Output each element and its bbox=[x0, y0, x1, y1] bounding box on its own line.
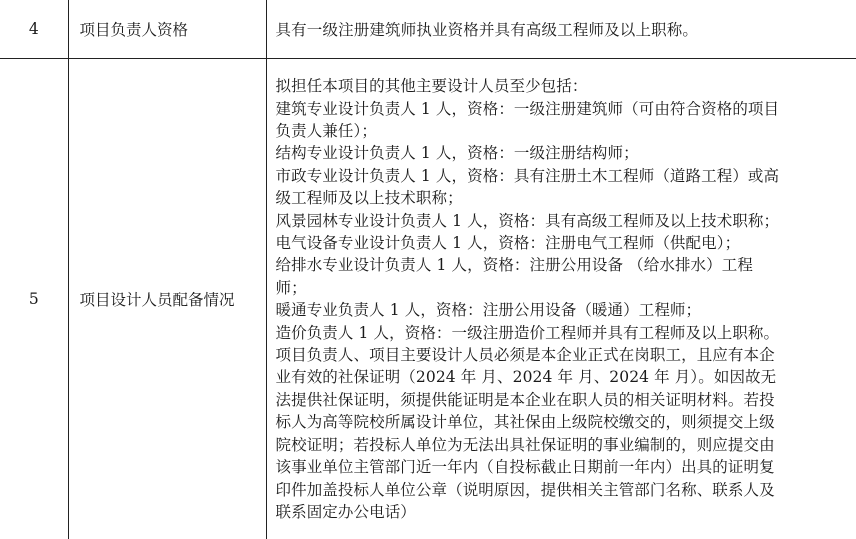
requirement-line: 市政专业设计负责人 1 人，资格：具有注册土木工程师（道路工程）或高 bbox=[275, 166, 780, 185]
requirement-line: 法提供社保证明，须提供能证明是本企业在职人员的相关证明材料。若投 bbox=[275, 390, 775, 409]
requirement-line: 业有效的社保证明（2024 年 月、2024 年 月、2024 年 月）。如因故无 bbox=[275, 368, 777, 387]
requirement-line: 项目负责人、项目主要设计人员必须是本企业正式在岗职工，且应有本企 bbox=[275, 346, 775, 365]
requirement-line: 联系固定办公电话） bbox=[275, 502, 416, 521]
requirement-line: 该事业单位主管部门近一年内（自投标截止日期前一年内）出具的证明复 bbox=[275, 458, 775, 477]
requirement-line: 负责人兼任）； bbox=[275, 122, 377, 140]
table-row bbox=[0, 0, 856, 58]
requirement-lines bbox=[276, 74, 851, 523]
row-number: 5 bbox=[0, 58, 68, 539]
requirement-line: 印件加盖投标人单位公章（说明原因，提供相关主管部门名称、联系人及 bbox=[275, 480, 775, 499]
row-number: 4 bbox=[0, 0, 68, 58]
requirement-line: 风景园林专业设计负责人 1 人，资格：具有高级工程师及以上技术职称； bbox=[275, 211, 780, 230]
item-name: 项目负责人资格 bbox=[68, 0, 266, 58]
requirement-line: 给排水专业设计负责人 1 人，资格：注册公用设备 （给水排水）工程 bbox=[275, 256, 753, 275]
requirement-line: 暖通专业负责人 1 人，资格：注册公用设备（暖通）工程师； bbox=[275, 301, 702, 320]
requirement-text bbox=[266, 58, 856, 539]
requirement-text: 具有一级注册建筑师执业资格并具有高级工程师及以上职称。 bbox=[266, 0, 856, 58]
requirement-line: 结构专业设计负责人 1 人，资格：一级注册结构师； bbox=[275, 144, 639, 163]
requirement-line: 拟担任本项目的其他主要设计人员至少包括： bbox=[275, 77, 588, 96]
requirement-line: 级工程师及以上技术职称； bbox=[275, 189, 463, 208]
requirement-line: 造价负责人 1 人，资格：一级注册造价工程师并具有工程师及以上职称。 bbox=[275, 323, 780, 342]
item-name: 项目设计人员配备情况 bbox=[68, 58, 266, 539]
requirement-line: 院校证明；若投标人单位为无法出具社保证明的事业编制的，则应提交由 bbox=[275, 435, 775, 454]
requirement-line: 标人为高等院校所属设计单位，其社保由上级院校缴交的，则须提交上级 bbox=[275, 413, 775, 432]
requirement-line: 师； bbox=[275, 278, 307, 297]
requirement-line: 建筑专业设计负责人 1 人，资格：一级注册建筑师（可由符合资格的项目 bbox=[275, 99, 780, 118]
requirement-line: 电气设备专业设计负责人 1 人，资格：注册电气工程师（供配电）； bbox=[275, 234, 741, 253]
table-row bbox=[0, 58, 856, 539]
